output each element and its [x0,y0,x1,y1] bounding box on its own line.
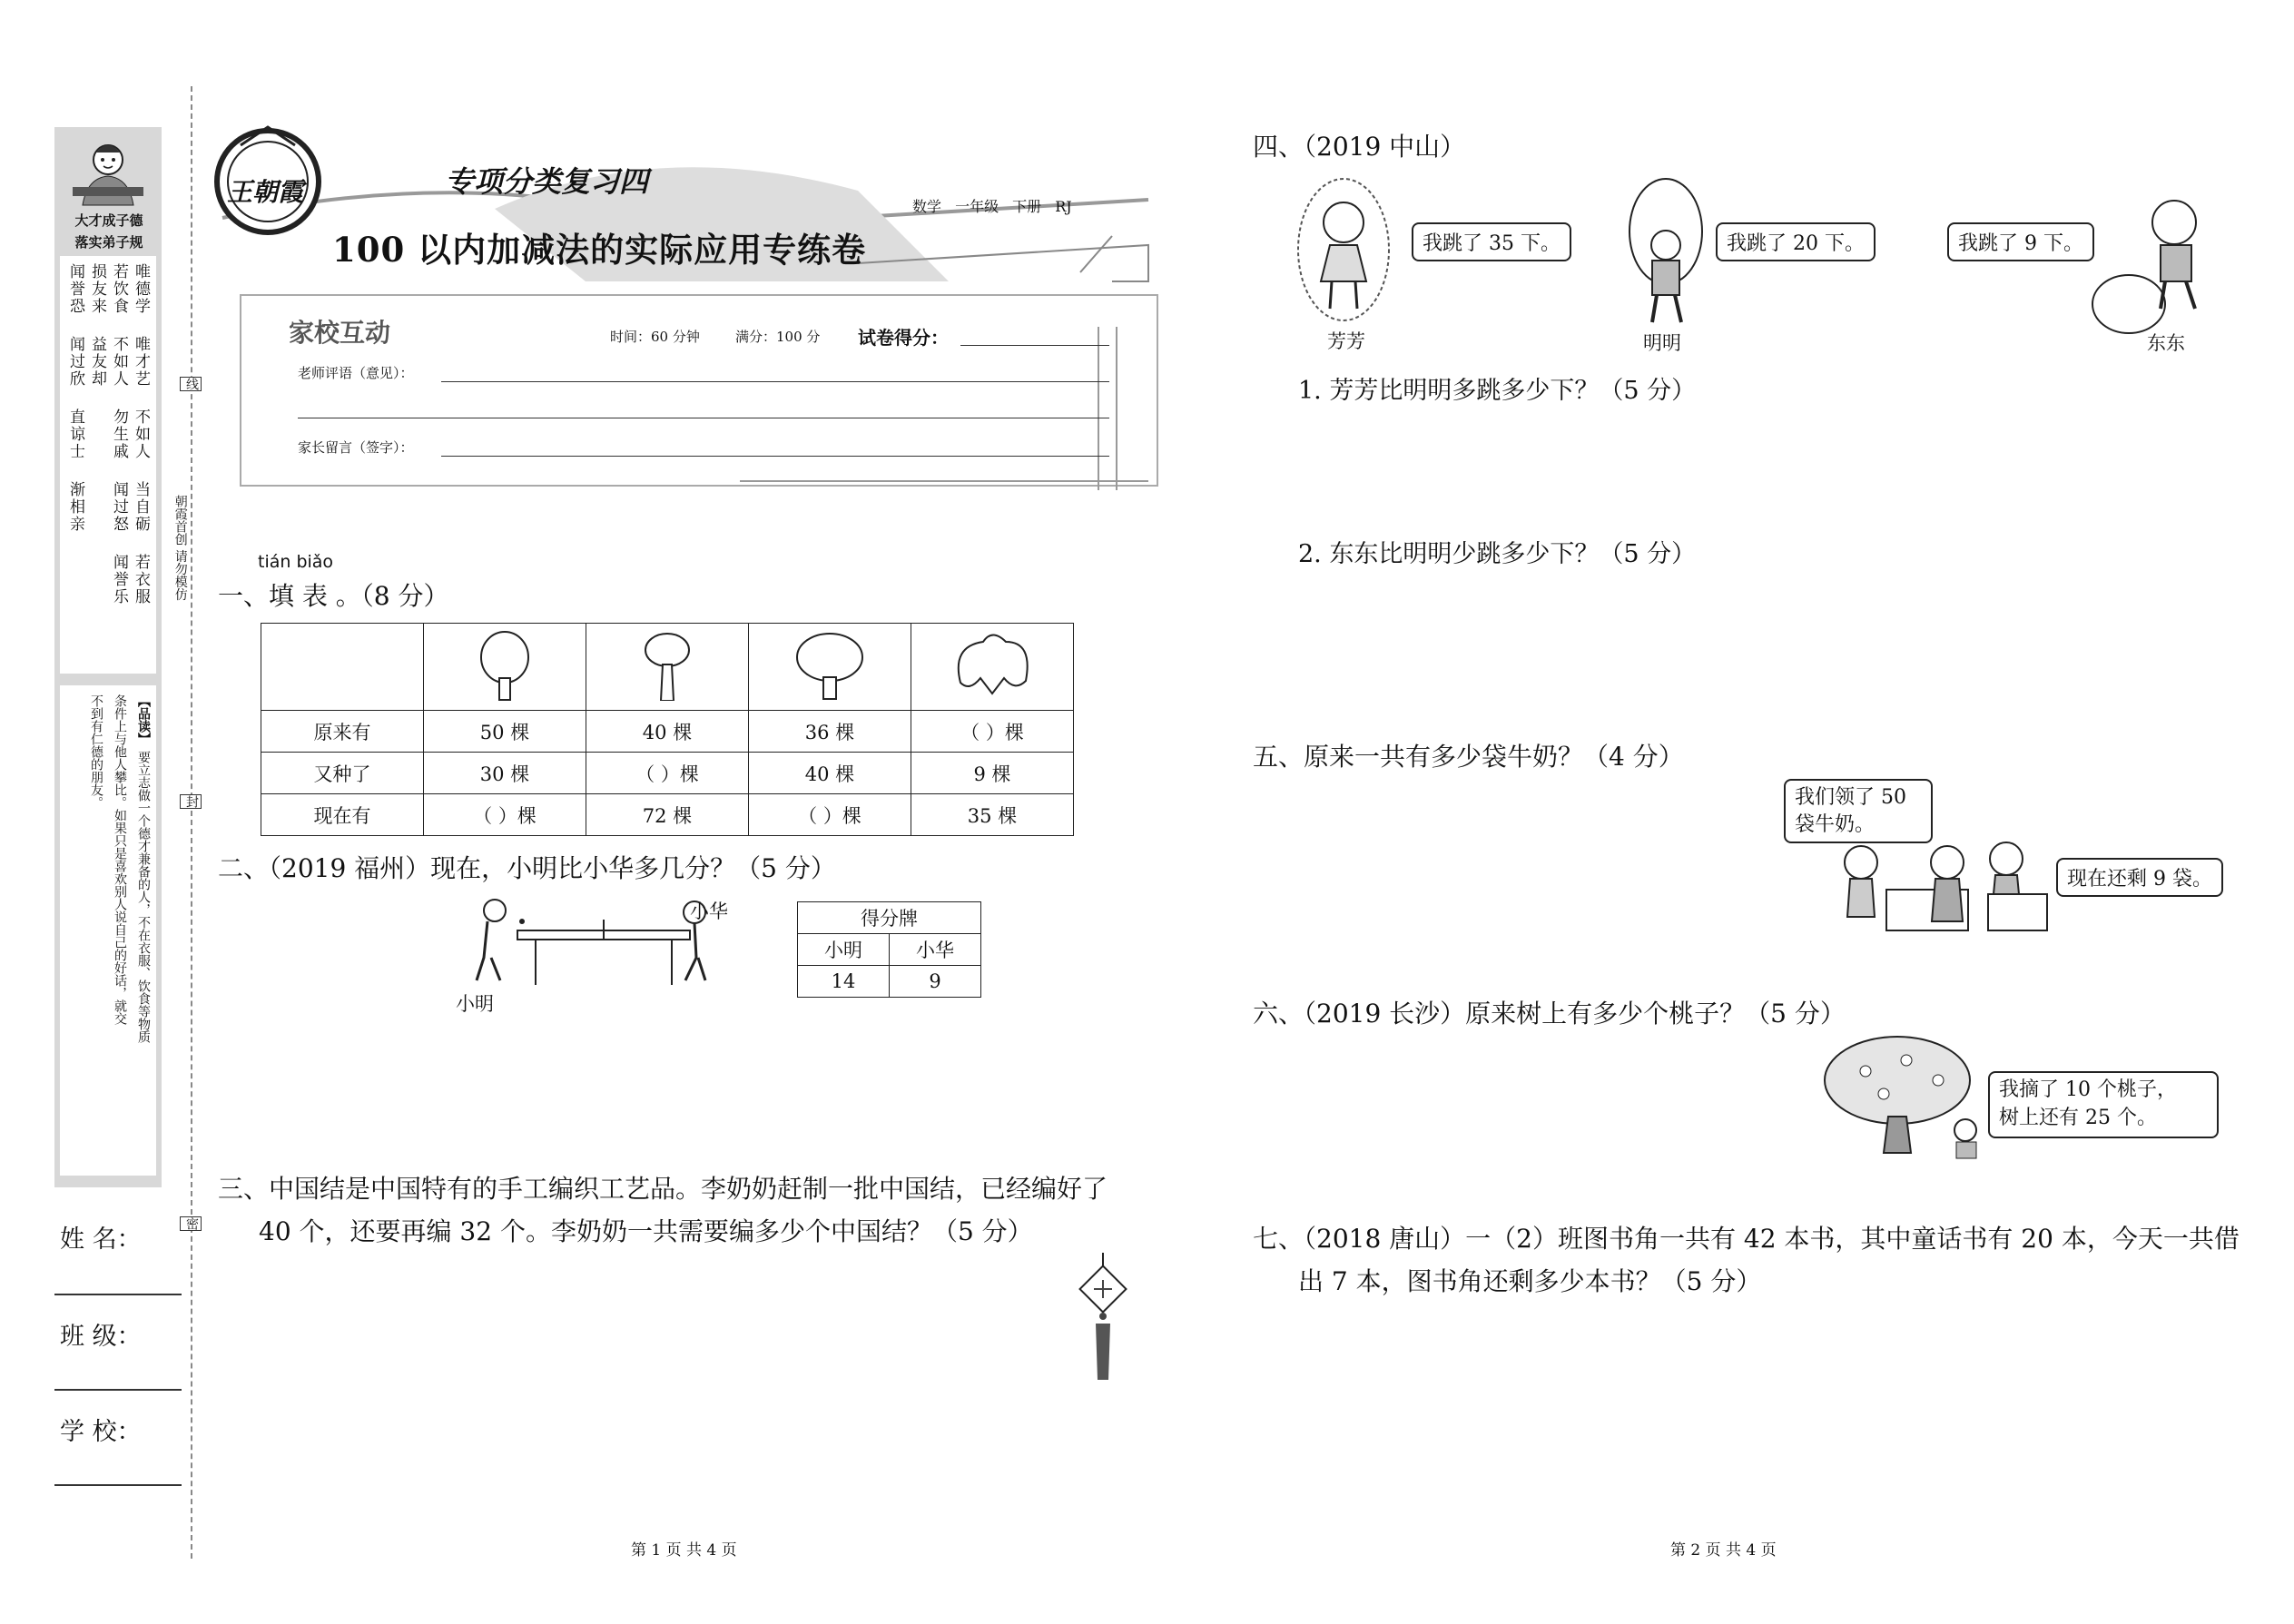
binding-char: 密 [180,1216,202,1231]
teacher-comment-label: 老师评语（意见）： [298,365,414,381]
bubble-peach [1988,1071,2219,1138]
sidebar-motto-2: 落实弟子规 [74,234,143,251]
bubble-fangfang: 我跳了 35 下。 [1412,222,1571,261]
fangfang-jumping-image [1294,177,1403,322]
tree-picture-cell [911,624,1074,711]
school-label: 学 校： [60,1418,142,1446]
table-cell-blank[interactable]: （ ）棵 [911,711,1074,753]
bubble-mingming: 我跳了 20 下。 [1716,222,1876,261]
table-cell-blank[interactable]: （ ）棵 [749,794,911,836]
scoreboard-value: 14 [798,966,890,998]
q4-sub1: 1. 芳芳比明明多跳多少下？（5 分） [1298,377,1697,405]
scoreboard-value: 9 [890,966,981,998]
tree-icon [473,628,537,701]
poem-column: 若饮食 [110,263,128,315]
q2-title: 二、（2019 福州）现在，小明比小华多几分？（5 分） [218,853,836,883]
poem-column: 损友来 [88,263,106,315]
caption-mingming: 明明 [1643,332,1681,354]
scoreboard-header: 小华 [890,934,981,966]
bubble-peach-line2: 树上还有 25 个。 [1999,1106,2157,1129]
children-milk-image [1825,835,2061,944]
q4-sub2: 2. 东东比明明少跳多少下？（5 分） [1298,540,1697,568]
poem-column: 益友却 [88,336,106,388]
grade-info: 数学 一年级 下册 RJ [912,198,1072,215]
q5-title: 五、原来一共有多少袋牛奶？（4 分） [1253,742,1684,772]
table-cell: 9 棵 [911,753,1074,794]
parent-message-label: 家长留言（签字）： [298,439,414,456]
poem-column: 不如人 [110,336,128,388]
name-field[interactable] [54,1294,182,1295]
bubble-remaining: 现在还剩 9 袋。 [2056,858,2223,897]
table-cell-blank[interactable]: （ ）棵 [586,753,749,794]
row-label: 原来有 [261,711,424,753]
scoreboard-table [797,901,981,998]
tree-icon [635,628,699,701]
q1-title: 一、填 表 。（8 分） [218,581,449,611]
poem-column: 渐相亲 [66,481,84,533]
pindu-text: 条件上与他人攀比。如果只是喜欢别人说自己的好话，就交 [113,694,127,1025]
poem-column: 闻誉乐 [110,554,128,605]
row-label: 现在有 [261,794,424,836]
pindu-text: 要立志做一个德才兼备的人，不在衣服、饮食等物质 [136,751,151,1043]
pindu-label: 【品读】 [136,694,151,745]
poem-column: 唯才艺 [132,336,150,388]
caption-fangfang: 芳芳 [1327,330,1365,352]
class-field[interactable] [54,1389,182,1391]
page-title: 100 以内加减法的实际应用专练卷 [332,230,867,270]
table-cell: 35 棵 [911,794,1074,836]
bubble-milk-line1: 我们领了 50 [1795,786,1906,809]
peach-tree-image [1820,1035,1997,1162]
tree-picture-cell [424,624,586,711]
binding-char: 线 [180,377,202,391]
header-decoration [204,109,1185,490]
chinese-knot-image [1076,1253,1130,1384]
bubble-peach-line1: 我摘了 10 个桃子， [1999,1078,2177,1101]
table-cell: 72 棵 [586,794,749,836]
caption-xiaohua: 小华 [690,901,728,922]
ping-pong-image [468,894,722,994]
name-label: 姓 名： [60,1225,142,1254]
q6-title: 六、（2019 长沙）原来树上有多少个桃子？（5 分） [1253,999,1846,1029]
table-cell: 50 棵 [424,711,586,753]
tree-picture-cell [749,624,911,711]
poem-column: 唯德学 [132,263,150,315]
pindu-text: 不到有仁德的朋友。 [89,694,103,809]
mingming-jumping-image [1616,177,1716,331]
poem-column: 若衣服 [132,554,150,605]
student-cartoon-image [60,134,156,207]
table-corner [261,624,424,711]
table-cell: 40 棵 [749,753,911,794]
parent-message-field[interactable] [441,456,1109,457]
q7-line1: 七、（2018 唐山）一（2）班图书角一共有 42 本书，其中童话书有 20 本，今天一共借 [1253,1224,2240,1254]
class-label: 班 级： [60,1323,142,1351]
full-score: 满分：100 分 [735,329,821,345]
teacher-comment-field[interactable] [441,381,1109,382]
poem-column: 直谅士 [66,408,84,460]
binding-note: 朝霞首创 请勿模仿 [172,495,188,601]
q4-title: 四、（2019 中山） [1253,132,1466,162]
poem-column: 勿生戚 [110,408,128,460]
dizigui-poem [60,256,156,674]
sidebar-motto-1: 大才成子德 [74,212,143,229]
binding-cut-line [191,86,192,1559]
table-cell: 40 棵 [586,711,749,753]
page-subtitle: 专项分类复习四 [445,164,649,199]
poem-column: 闻誉恐 [66,263,84,315]
row-label: 又种了 [261,753,424,794]
home-school-label: 家校互动 [289,318,391,348]
q7-line2: 出 7 本，图书角还剩多少本书？（5 分） [1298,1266,1762,1296]
page-number-1: 第 1 页 共 4 页 [631,1541,737,1560]
time-limit: 时间：60 分钟 [610,329,700,345]
binding-char: 封 [180,794,202,809]
bubble-milk [1784,779,1933,843]
q3-line2: 40 个，还要再编 32 个。李奶奶一共需要编多少个中国结？（5 分） [259,1216,1033,1246]
scoreboard-header: 小明 [798,934,890,966]
tree-icon [793,628,866,701]
score-field[interactable] [960,345,1109,346]
bubble-dongdong: 我跳了 9 下。 [1947,222,2094,261]
tree-icon [951,628,1033,701]
poem-column: 闻过怒 [110,481,128,533]
poem-column: 闻过欣 [66,336,84,388]
page-number-2: 第 2 页 共 4 页 [1670,1541,1777,1560]
fill-table [261,623,1074,836]
bubble-milk-line2: 袋牛奶。 [1795,812,1876,836]
table-cell: 36 棵 [749,711,911,753]
table-cell: 30 棵 [424,753,586,794]
caption-dongdong: 东东 [2147,332,2185,354]
pindu-box [60,685,156,1176]
publisher-logo: 王朝霞 [227,177,304,207]
q1-pinyin: tián biǎo [258,552,334,572]
q3-line1: 三、中国结是中国特有的手工编织工艺品。李奶奶赶制一批中国结，已经编好了 [218,1174,1108,1204]
score-label: 试卷得分： [858,327,949,349]
caption-xiaoming: 小明 [456,993,494,1015]
poem-column: 当自砺 [132,481,150,533]
school-field[interactable] [54,1484,182,1486]
poem-column: 不如人 [132,408,150,460]
dongdong-jumping-image [2088,186,2233,340]
table-cell-blank[interactable]: （ ）棵 [424,794,586,836]
tree-picture-cell [586,624,749,711]
scoreboard-title: 得分牌 [798,902,981,934]
